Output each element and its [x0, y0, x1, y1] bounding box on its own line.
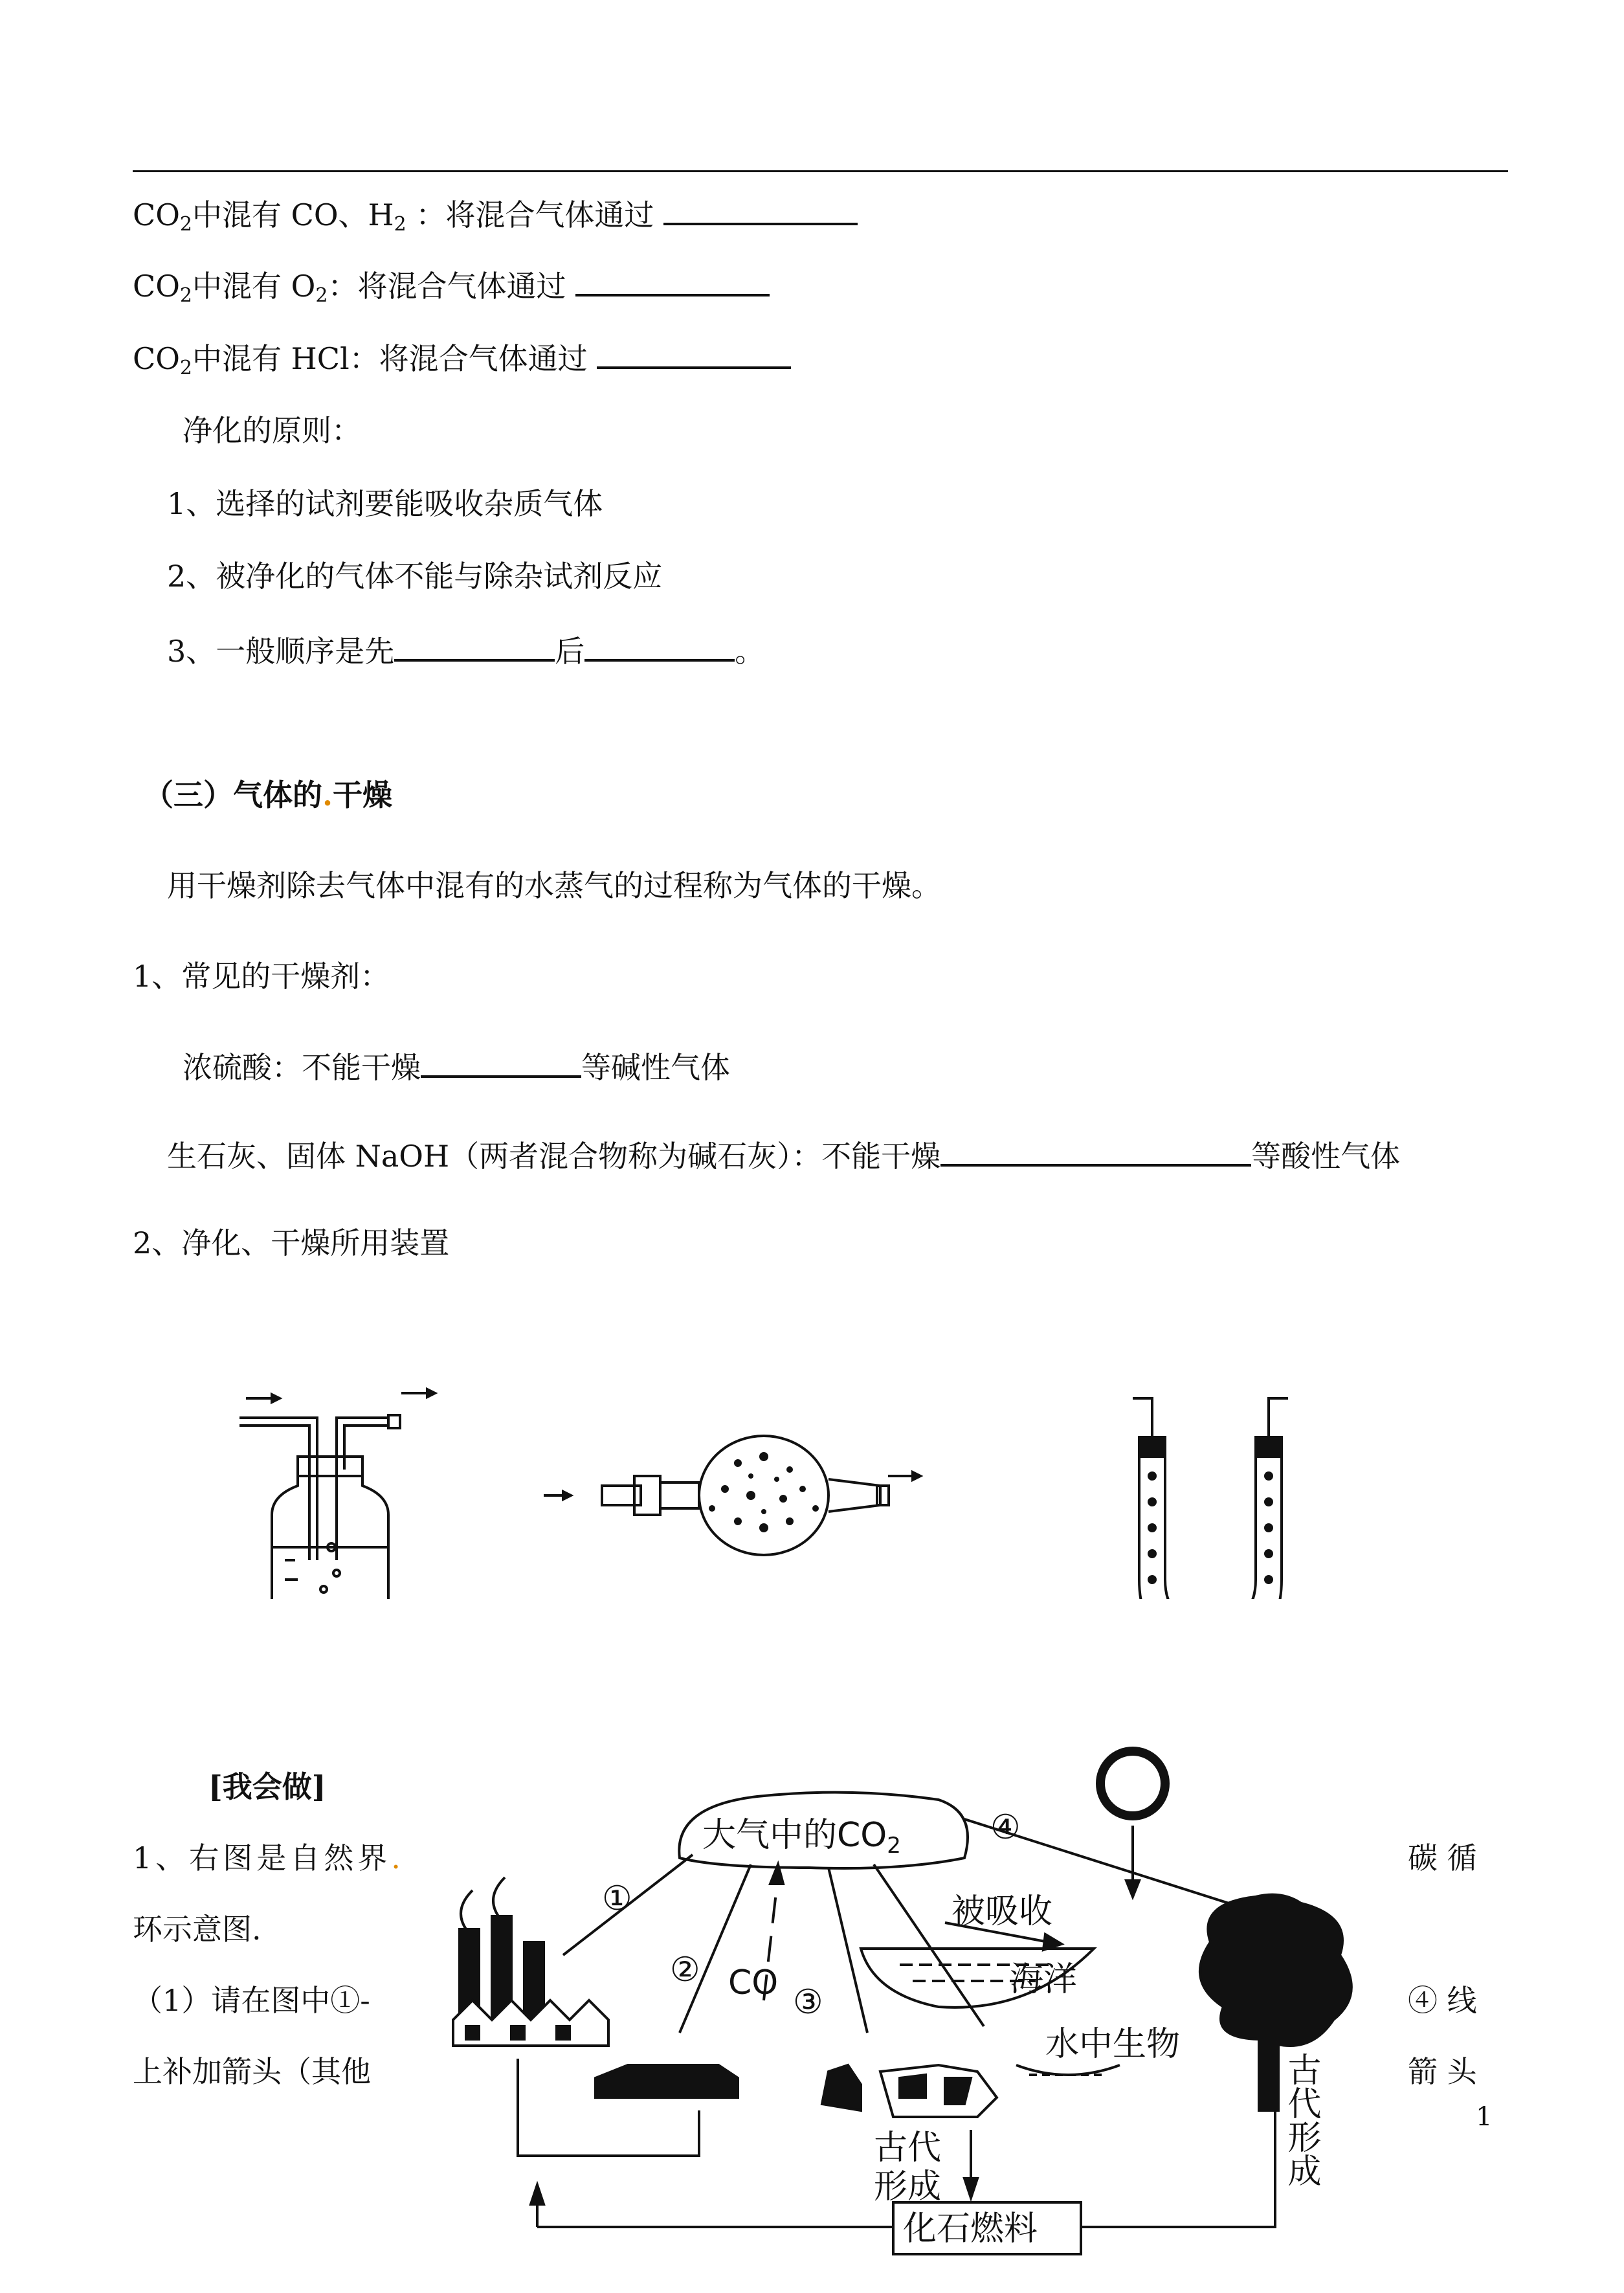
factory-shape: [453, 1877, 608, 2046]
ocean-label: 海洋: [1010, 1960, 1078, 1999]
marker-3: ③: [793, 1983, 823, 2022]
co-label: CO: [728, 1963, 779, 2002]
page-number: 1: [1476, 2102, 1493, 2132]
question-1-line-4: 上补加箭头（其他: [133, 2054, 371, 2089]
principle-item-1: 1、选择的试剂要能吸收杂质气体: [167, 486, 603, 521]
answer-blank[interactable]: [584, 629, 735, 662]
carbon-cycle-diagram: [447, 1735, 1398, 2293]
question-1-right-2: ④ 线: [1408, 1983, 1477, 2018]
marker-4: ④: [990, 1808, 1021, 1847]
drying-tube: [544, 1436, 920, 1555]
marker-1: ①: [602, 1879, 632, 1918]
apparatus-figure: [233, 1366, 1333, 1599]
fossil-label: 化石燃料: [903, 2209, 1038, 2248]
principle-item-2: 2、被净化的气体不能与除杂试剂反应: [167, 559, 663, 594]
sun-shape: [1100, 1751, 1165, 1816]
answer-blank[interactable]: [394, 629, 555, 662]
question-1-line-1: 1、右图是自然界.: [133, 1840, 405, 1875]
principle-item-3: 3、一般顺序是先 后 。: [167, 629, 764, 671]
drying-intro: 用干燥剂除去气体中混有的水蒸气的过程称为气体的干燥。: [167, 868, 941, 903]
answer-blank[interactable]: [663, 193, 858, 225]
common-desiccants: 1、常见的干燥剂：: [133, 959, 390, 994]
absorb-label: 被吸收: [951, 1892, 1053, 1931]
question-1-line-3: （1）请在图中①-: [133, 1983, 370, 2018]
question-o2: $CO_2$中混有 $O_2$：将混合气体通过: [133, 264, 770, 306]
principle-title: 净化的原则：: [183, 413, 361, 448]
marker-2: ②: [670, 1951, 700, 1989]
answer-blank[interactable]: [421, 1046, 581, 1078]
question-1-right-3: 箭 头: [1408, 2054, 1477, 2089]
tree-shape: [1200, 1895, 1351, 2046]
u-tube: [1133, 1398, 1288, 1599]
atmosphere-label: 大气中的CO2: [702, 1816, 901, 1859]
question-co-h2: $CO_2$中混有 CO、$H_2$ ：将混合气体通过: [133, 193, 858, 234]
animals-shape: [822, 2065, 997, 2117]
sulfuric-acid-line: 浓硫酸：不能干燥 等碱性气体: [183, 1046, 730, 1087]
practice-heading: [我会做]: [208, 1769, 326, 1804]
car-shape: [595, 2065, 738, 2097]
answer-blank[interactable]: [940, 1134, 1251, 1167]
answer-blank[interactable]: [597, 337, 791, 369]
question-hcl: $CO_2$中混有 HCl：将混合气体通过: [133, 337, 791, 378]
gas-washing-bottle: [239, 1389, 435, 1599]
ancient-left-2: 形成: [874, 2167, 942, 2206]
header-rule: [133, 170, 1508, 172]
question-1-right-1: 碳 循: [1408, 1840, 1477, 1875]
aquatic-label: 水中生物: [1045, 2025, 1181, 2064]
devices-heading: 2、净化、干燥所用装置: [133, 1225, 450, 1260]
quicklime-line: 生石灰、固体 NaOH（两者混合物称为碱石灰）：不能干燥 等酸性气体: [167, 1134, 1400, 1176]
ancient-right-label: 古代形成: [1282, 2052, 1320, 2187]
section-title: （三）气体的.干燥: [144, 777, 393, 812]
ancient-left-1: 古代: [874, 2129, 942, 2167]
question-1-line-2: 环示意图.: [133, 1912, 261, 1947]
answer-blank[interactable]: [575, 264, 770, 296]
